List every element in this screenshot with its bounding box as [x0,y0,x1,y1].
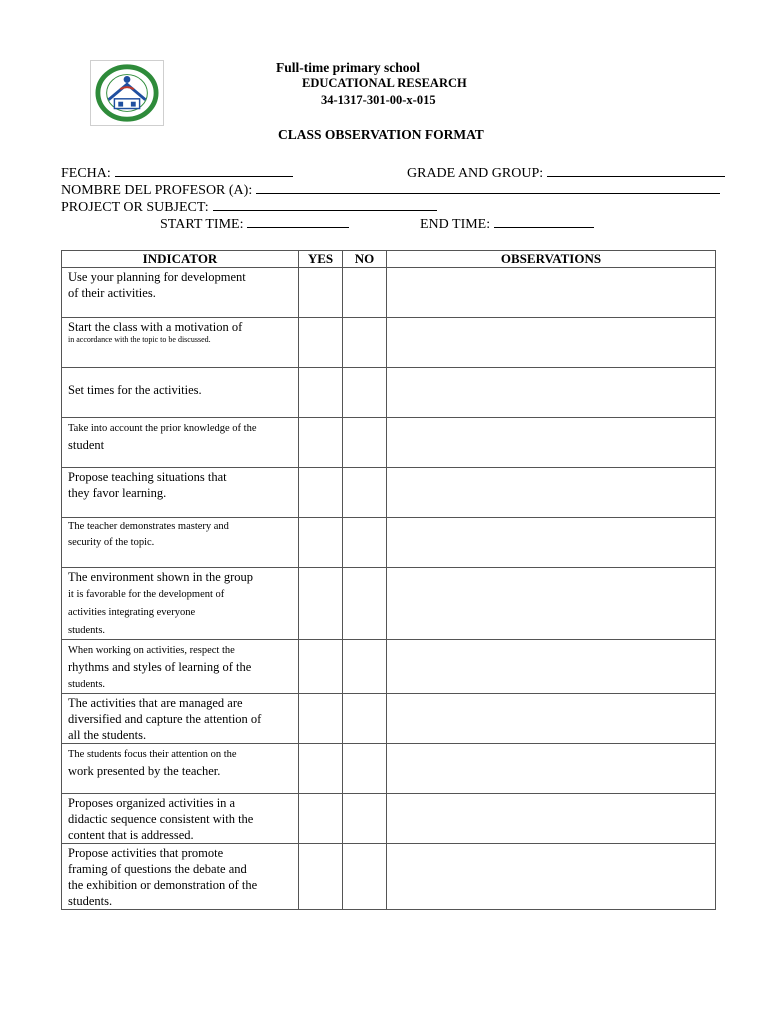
table-row [62,468,716,518]
table-row [62,844,716,910]
observations-cell[interactable] [387,318,716,368]
school-name: Full-time primary school [276,60,420,75]
table-row [62,694,716,744]
table-row [62,518,716,568]
indicator-cell [62,640,299,694]
no-cell[interactable] [343,844,387,910]
start-time-label: START TIME: [160,217,244,232]
indicator-text: Propose teaching situations that [68,470,227,484]
no-cell[interactable] [343,418,387,468]
indicator-text: rhythms and styles of learning of the [68,660,252,674]
project-subject-blank[interactable] [213,197,437,211]
end-time-label: END TIME: [420,217,491,232]
indicator-text: Set times for the activities. [68,383,202,397]
indicator-cell [62,794,299,844]
indicator-text: Use your planning for development [68,270,246,284]
indicator-text: they favor learning. [68,486,167,500]
indicator-text: content that is addressed. [68,828,194,842]
indicator-cell [62,844,299,910]
observations-cell[interactable] [387,794,716,844]
indicator-text: work presented by the teacher. [68,764,221,778]
indicator-text: student [68,438,105,452]
grade-group-label: GRADE AND GROUP: [407,166,544,181]
no-cell[interactable] [343,568,387,640]
observations-cell[interactable] [387,268,716,318]
observations-header: OBSERVATIONS [387,251,716,268]
no-cell[interactable] [343,468,387,518]
no-cell[interactable] [343,518,387,568]
observations-cell[interactable] [387,418,716,468]
indicator-text: in accordance with the topic to be discussed. [68,335,211,344]
no-cell[interactable] [343,318,387,368]
yes-cell[interactable] [299,318,343,368]
project-subject-label: PROJECT OR SUBJECT: [61,200,209,215]
indicator-cell [62,268,299,318]
indicator-text: diversified and capture the attention of [68,712,262,726]
indicator-text: The activities that are managed are [68,696,243,710]
department-name: EDUCATIONAL RESEARCH [302,76,467,90]
start-time-field[interactable] [160,214,349,233]
observations-cell[interactable] [387,744,716,794]
observations-cell[interactable] [387,518,716,568]
yes-cell[interactable] [299,268,343,318]
table-row [62,368,716,418]
table-row [62,418,716,468]
indicator-cell [62,468,299,518]
indicator-text: Propose activities that promote [68,846,224,860]
no-cell[interactable] [343,794,387,844]
yes-cell[interactable] [299,568,343,640]
indicator-cell [62,318,299,368]
yes-cell[interactable] [299,844,343,910]
yes-cell[interactable] [299,744,343,794]
school-logo [90,60,164,126]
start-time-blank[interactable] [247,214,349,228]
indicator-text: The students focus their attention on the [68,749,237,760]
teacher-name-blank[interactable] [256,180,720,194]
indicator-cell [62,694,299,744]
table-row [62,318,716,368]
indicator-text: The environment shown in the group [68,570,254,584]
end-time-blank[interactable] [494,214,594,228]
indicator-text: it is favorable for the development of [68,589,225,600]
indicator-cell [62,744,299,794]
school-code: 34-1317-301-00-x-015 [321,93,436,107]
table-row [62,744,716,794]
education-research-logo-icon [91,61,163,125]
observations-cell[interactable] [387,368,716,418]
no-cell[interactable] [343,694,387,744]
yes-cell[interactable] [299,518,343,568]
indicator-text: Take into account the prior knowledge of the [68,423,257,434]
teacher-name-label: NOMBRE DEL PROFESOR (A): [61,183,253,198]
table-row [62,568,716,640]
indicator-text: students. [68,679,106,690]
observations-cell[interactable] [387,844,716,910]
indicator-text: Start the class with a motivation of [68,320,243,334]
indicator-text: of their activities. [68,286,156,300]
no-cell[interactable] [343,640,387,694]
indicator-text: the exhibition or demonstration of the [68,878,258,892]
indicator-cell [62,568,299,640]
indicator-text: activities integrating everyone [68,607,196,618]
yes-cell[interactable] [299,640,343,694]
yes-cell[interactable] [299,468,343,518]
indicator-text: The teacher demonstrates mastery and [68,521,229,532]
indicator-cell [62,368,299,418]
observations-cell[interactable] [387,640,716,694]
indicator-text: security of the topic. [68,537,155,548]
indicator-text: framing of questions the debate and [68,862,247,876]
no-header: NO [343,251,387,268]
indicator-cell [62,518,299,568]
fecha-blank[interactable] [115,163,293,177]
indicator-text: all the students. [68,728,147,742]
yes-cell[interactable] [299,794,343,844]
no-cell[interactable] [343,744,387,794]
page-title: CLASS OBSERVATION FORMAT [278,127,484,142]
yes-cell[interactable] [299,418,343,468]
grade-group-blank[interactable] [547,163,725,177]
fecha-label: FECHA: [61,166,111,181]
indicator-text: students. [68,894,113,908]
table-row [62,640,716,694]
indicator-text: students. [68,625,106,636]
end-time-field[interactable] [420,214,594,233]
table-header-row [62,251,716,268]
observations-cell[interactable] [387,694,716,744]
yes-cell[interactable] [299,694,343,744]
no-cell[interactable] [343,268,387,318]
indicator-header: INDICATOR [62,251,299,268]
yes-cell[interactable] [299,368,343,418]
indicator-cell [62,418,299,468]
yes-header: YES [299,251,343,268]
observations-cell[interactable] [387,568,716,640]
indicator-text: didactic sequence consistent with the [68,812,254,826]
observation-table [61,250,716,910]
table-row [62,794,716,844]
no-cell[interactable] [343,368,387,418]
indicator-text: Proposes organized activities in a [68,796,236,810]
indicator-text: When working on activities, respect the [68,645,235,656]
observations-cell[interactable] [387,468,716,518]
table-row [62,268,716,318]
